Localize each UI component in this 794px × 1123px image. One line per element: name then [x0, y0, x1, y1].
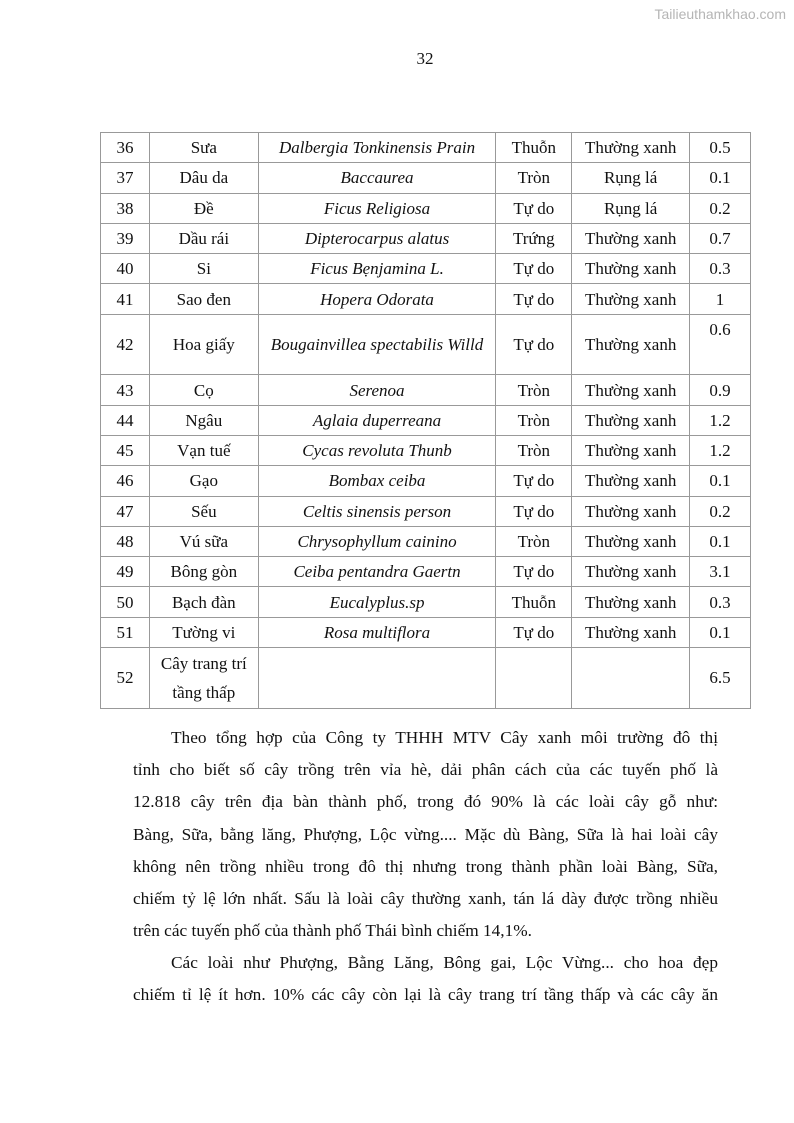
percentage: 0.5 — [690, 133, 751, 163]
percentage: 0.1 — [690, 617, 751, 647]
row-number: 39 — [101, 223, 150, 253]
percentage: 3.1 — [690, 557, 751, 587]
leaf-type: Thường xanh — [572, 375, 690, 405]
leaf-type: Thường xanh — [572, 254, 690, 284]
table-row — [101, 648, 751, 709]
scientific-name: Ficus Bẹnjamina L. — [258, 254, 496, 284]
common-name: Gạo — [149, 466, 258, 496]
crown-shape: Tự do — [496, 557, 572, 587]
paragraph-2 — [133, 947, 718, 1011]
tree-species-table — [100, 132, 751, 709]
table-row — [101, 587, 751, 617]
percentage: 1.2 — [690, 435, 751, 465]
scientific-name: Aglaia duperreana — [258, 405, 496, 435]
table-row — [101, 405, 751, 435]
crown-shape: Tự do — [496, 193, 572, 223]
table-row — [101, 435, 751, 465]
row-number: 51 — [101, 617, 150, 647]
scientific-name: Hopera Odorata — [258, 284, 496, 314]
table-row — [101, 163, 751, 193]
leaf-type: Thường xanh — [572, 284, 690, 314]
common-name: Hoa giấy — [149, 314, 258, 375]
row-number: 44 — [101, 405, 150, 435]
text-line: Bàng, Sữa, bằng lăng, Phượng, Lộc vừng.... Mặc dù Bàng, Sữa là hai loài cây — [133, 824, 718, 844]
percentage: 0.1 — [690, 163, 751, 193]
scientific-name: Celtis sinensis person — [258, 496, 496, 526]
table-row — [101, 284, 751, 314]
row-number: 42 — [101, 314, 150, 375]
scientific-name: Cycas revoluta Thunb — [258, 435, 496, 465]
text-line: Các loài như Phượng, Bằng Lăng, Bông gai, Lộc Vừng... cho hoa đẹp — [171, 953, 718, 972]
table-row — [101, 526, 751, 556]
leaf-type: Thường xanh — [572, 496, 690, 526]
common-name: Tường vi — [149, 617, 258, 647]
leaf-type: Thường xanh — [572, 314, 690, 375]
crown-shape: Thuỗn — [496, 133, 572, 163]
percentage: 1 — [690, 284, 751, 314]
percentage: 0.1 — [690, 526, 751, 556]
leaf-type: Thường xanh — [572, 557, 690, 587]
crown-shape — [496, 648, 572, 709]
common-name: Vạn tuế — [149, 435, 258, 465]
scientific-name: Baccaurea — [258, 163, 496, 193]
watermark: Tailieuthamkhao.com — [654, 6, 786, 22]
scientific-name: Eucalyplus.sp — [258, 587, 496, 617]
percentage: 0.3 — [690, 254, 751, 284]
percentage: 1.2 — [690, 405, 751, 435]
crown-shape: Tự do — [496, 617, 572, 647]
row-number: 40 — [101, 254, 150, 284]
scientific-name: Rosa multiflora — [258, 617, 496, 647]
common-name: Sưa — [149, 133, 258, 163]
row-number: 52 — [101, 648, 150, 709]
row-number: 49 — [101, 557, 150, 587]
table-row — [101, 617, 751, 647]
leaf-type — [572, 648, 690, 709]
common-name: Bông gòn — [149, 557, 258, 587]
table-row — [101, 375, 751, 405]
paragraph-1 — [133, 722, 718, 947]
crown-shape: Thuỗn — [496, 587, 572, 617]
crown-shape: Tự do — [496, 466, 572, 496]
common-name: Vú sữa — [149, 526, 258, 556]
crown-shape: Tròn — [496, 405, 572, 435]
table-row — [101, 314, 751, 375]
crown-shape: Tự do — [496, 284, 572, 314]
text-line: tỉnh cho biết số cây trồng trên vỉa hè, dải phân cách của các tuyến phố là — [133, 760, 718, 780]
row-number: 45 — [101, 435, 150, 465]
row-number: 36 — [101, 133, 150, 163]
scientific-name — [258, 648, 496, 709]
table-row — [101, 496, 751, 526]
table-row — [101, 557, 751, 587]
common-name: Dầu rái — [149, 223, 258, 253]
row-number: 47 — [101, 496, 150, 526]
crown-shape: Tròn — [496, 526, 572, 556]
leaf-type: Thường xanh — [572, 133, 690, 163]
text-line: chiếm tỷ lệ lớn nhất. Sấu là loài cây thường xanh, tán lá dày được trồng nhiều — [133, 888, 718, 908]
leaf-type: Thường xanh — [572, 526, 690, 556]
row-number: 38 — [101, 193, 150, 223]
percentage: 0.6 — [690, 314, 751, 375]
row-number: 41 — [101, 284, 150, 314]
percentage: 0.7 — [690, 223, 751, 253]
common-name: Cây trang trí tầng thấp — [149, 648, 258, 709]
common-name: Đề — [149, 193, 258, 223]
leaf-type: Rụng lá — [572, 163, 690, 193]
crown-shape: Tự do — [496, 314, 572, 375]
crown-shape: Tự do — [496, 496, 572, 526]
leaf-type: Thường xanh — [572, 587, 690, 617]
leaf-type: Thường xanh — [572, 617, 690, 647]
scientific-name: Ficus Religiosa — [258, 193, 496, 223]
text-line: trên các tuyến phố của thành phố Thái bình chiếm 14,1%. — [133, 921, 532, 941]
percentage: 0.2 — [690, 193, 751, 223]
page-number: 32 — [416, 49, 434, 68]
percentage: 0.2 — [690, 496, 751, 526]
percentage: 6.5 — [690, 648, 751, 709]
crown-shape: Tròn — [496, 435, 572, 465]
common-name: Dâu da — [149, 163, 258, 193]
row-number: 50 — [101, 587, 150, 617]
row-number: 46 — [101, 466, 150, 496]
table-row — [101, 254, 751, 284]
crown-shape: Trứng — [496, 223, 572, 253]
crown-shape: Tự do — [496, 254, 572, 284]
table-row — [101, 223, 751, 253]
row-number: 43 — [101, 375, 150, 405]
scientific-name: Serenoa — [258, 375, 496, 405]
common-name: Cọ — [149, 375, 258, 405]
leaf-type: Rụng lá — [572, 193, 690, 223]
text-line: 12.818 cây trên địa bàn thành phố, trong đó 90% là các loài cây gỗ như: — [133, 792, 718, 812]
leaf-type: Thường xanh — [572, 466, 690, 496]
common-name: Sao đen — [149, 284, 258, 314]
scientific-name: Bougainvillea spectabilis Willd — [258, 314, 496, 375]
crown-shape: Tròn — [496, 375, 572, 405]
table-row — [101, 193, 751, 223]
leaf-type: Thường xanh — [572, 405, 690, 435]
leaf-type: Thường xanh — [572, 435, 690, 465]
common-name: Ngâu — [149, 405, 258, 435]
common-name: Bạch đàn — [149, 587, 258, 617]
scientific-name: Dipterocarpus alatus — [258, 223, 496, 253]
percentage: 0.9 — [690, 375, 751, 405]
text-line: chiếm tỉ lệ ít hơn. 10% các cây còn lại là cây trang trí tầng thấp và các cây ăn — [133, 985, 718, 1005]
common-name: Si — [149, 254, 258, 284]
text-line: Theo tổng hợp của Công ty THHH MTV Cây xanh môi trường đô thị — [171, 728, 718, 747]
row-number: 37 — [101, 163, 150, 193]
common-name: Sếu — [149, 496, 258, 526]
text-line: không nên trồng nhiều trong đô thị nhưng trong thành phần loài Bàng, Sữa, — [133, 856, 718, 876]
scientific-name: Ceiba pentandra Gaertn — [258, 557, 496, 587]
table-row — [101, 133, 751, 163]
scientific-name: Dalbergia Tonkinensis Prain — [258, 133, 496, 163]
leaf-type: Thường xanh — [572, 223, 690, 253]
scientific-name: Bombax ceiba — [258, 466, 496, 496]
scientific-name: Chrysophyllum cainino — [258, 526, 496, 556]
table-row — [101, 466, 751, 496]
percentage: 0.1 — [690, 466, 751, 496]
row-number: 48 — [101, 526, 150, 556]
percentage: 0.3 — [690, 587, 751, 617]
crown-shape: Tròn — [496, 163, 572, 193]
